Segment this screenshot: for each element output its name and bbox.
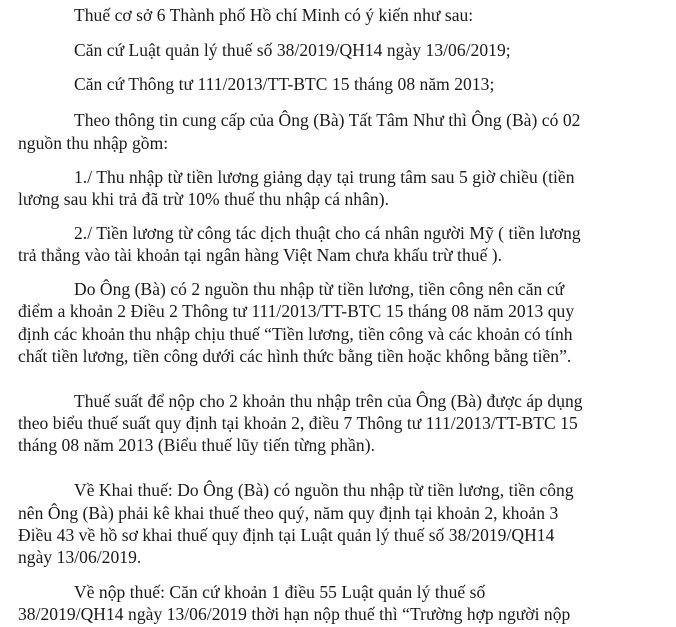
text-line: Về Khai thuế: Do Ông (Bà) có nguồn thu nhập từ tiền lương, tiền công: [74, 480, 574, 500]
text-line: điểm a khoản 2 Điều 2 Thông tư 111/2013/TT-BTC 15 tháng 08 năm 2013 quy: [18, 301, 575, 321]
text-line: Theo thông tin cung cấp của Ông (Bà) Tất Tâm Như thì Ông (Bà) có 02: [74, 110, 581, 130]
text-line: nên Ông (Bà) phải kê khai thuế theo quý, năm quy định tại khoản 2, khoản 3: [18, 503, 559, 523]
text-line: định các khoản thu nhập chịu thuế “Tiền lương, tiền công và các khoản có tính: [18, 324, 573, 344]
text-line: Do Ông (Bà) có 2 nguồn thu nhập từ tiền lương, tiền công nên căn cứ: [74, 279, 565, 299]
text-line: Điều 43 về hồ sơ khai thuế quy định tại Luật quản lý thuế số 38/2019/QH14: [18, 525, 555, 545]
text-line: tháng 08 năm 2013 (Biểu thuế lũy tiến từng phần).: [18, 435, 376, 455]
text-line: theo biểu thuế suất quy định tại khoản 2, điều 7 Thông tư 111/2013/TT-BTC 15: [18, 413, 578, 433]
text-line: Thuế suất để nộp cho 2 khoản thu nhập trên của Ông (Bà) được áp dụng: [74, 391, 583, 411]
text-line: Thuế cơ sở 6 Thành phố Hồ chí Minh có ý kiến như sau:: [74, 5, 474, 25]
text-line: lương sau khi trả đã trừ 10% thuế thu nhập cá nhân).: [18, 189, 390, 209]
text-line: Căn cứ Thông tư 111/2013/TT-BTC 15 tháng 08 năm 2013;: [74, 74, 495, 94]
text-line: nguồn thu nhập gồm:: [18, 133, 169, 153]
text-line: 38/2019/QH14 ngày 13/06/2019 thời hạn nộp thuế thì “Trường hợp người nộp: [18, 604, 571, 624]
text-line: chất tiền lương, tiền công dưới các hình thức bằng tiền hoặc không bằng tiền”.: [18, 346, 572, 366]
text-line: Căn cứ Luật quản lý thuế số 38/2019/QH14 ngày 13/06/2019;: [74, 40, 511, 60]
text-line: 2./ Tiền lương từ công tác dịch thuật cho cá nhân người Mỹ ( tiền lương: [74, 223, 581, 243]
text-line: ngày 13/06/2019.: [18, 547, 142, 567]
text-line: trả thẳng vào tài khoản tại ngân hàng Việt Nam chưa khấu trừ thuế ).: [18, 245, 503, 265]
text-line: 1./ Thu nhập từ tiền lương giảng dạy tại trung tâm sau 5 giờ chiều (tiền: [74, 167, 575, 187]
text-line: Về nộp thuế: Căn cứ khoản 1 điều 55 Luật quản lý thuế số: [74, 582, 486, 602]
